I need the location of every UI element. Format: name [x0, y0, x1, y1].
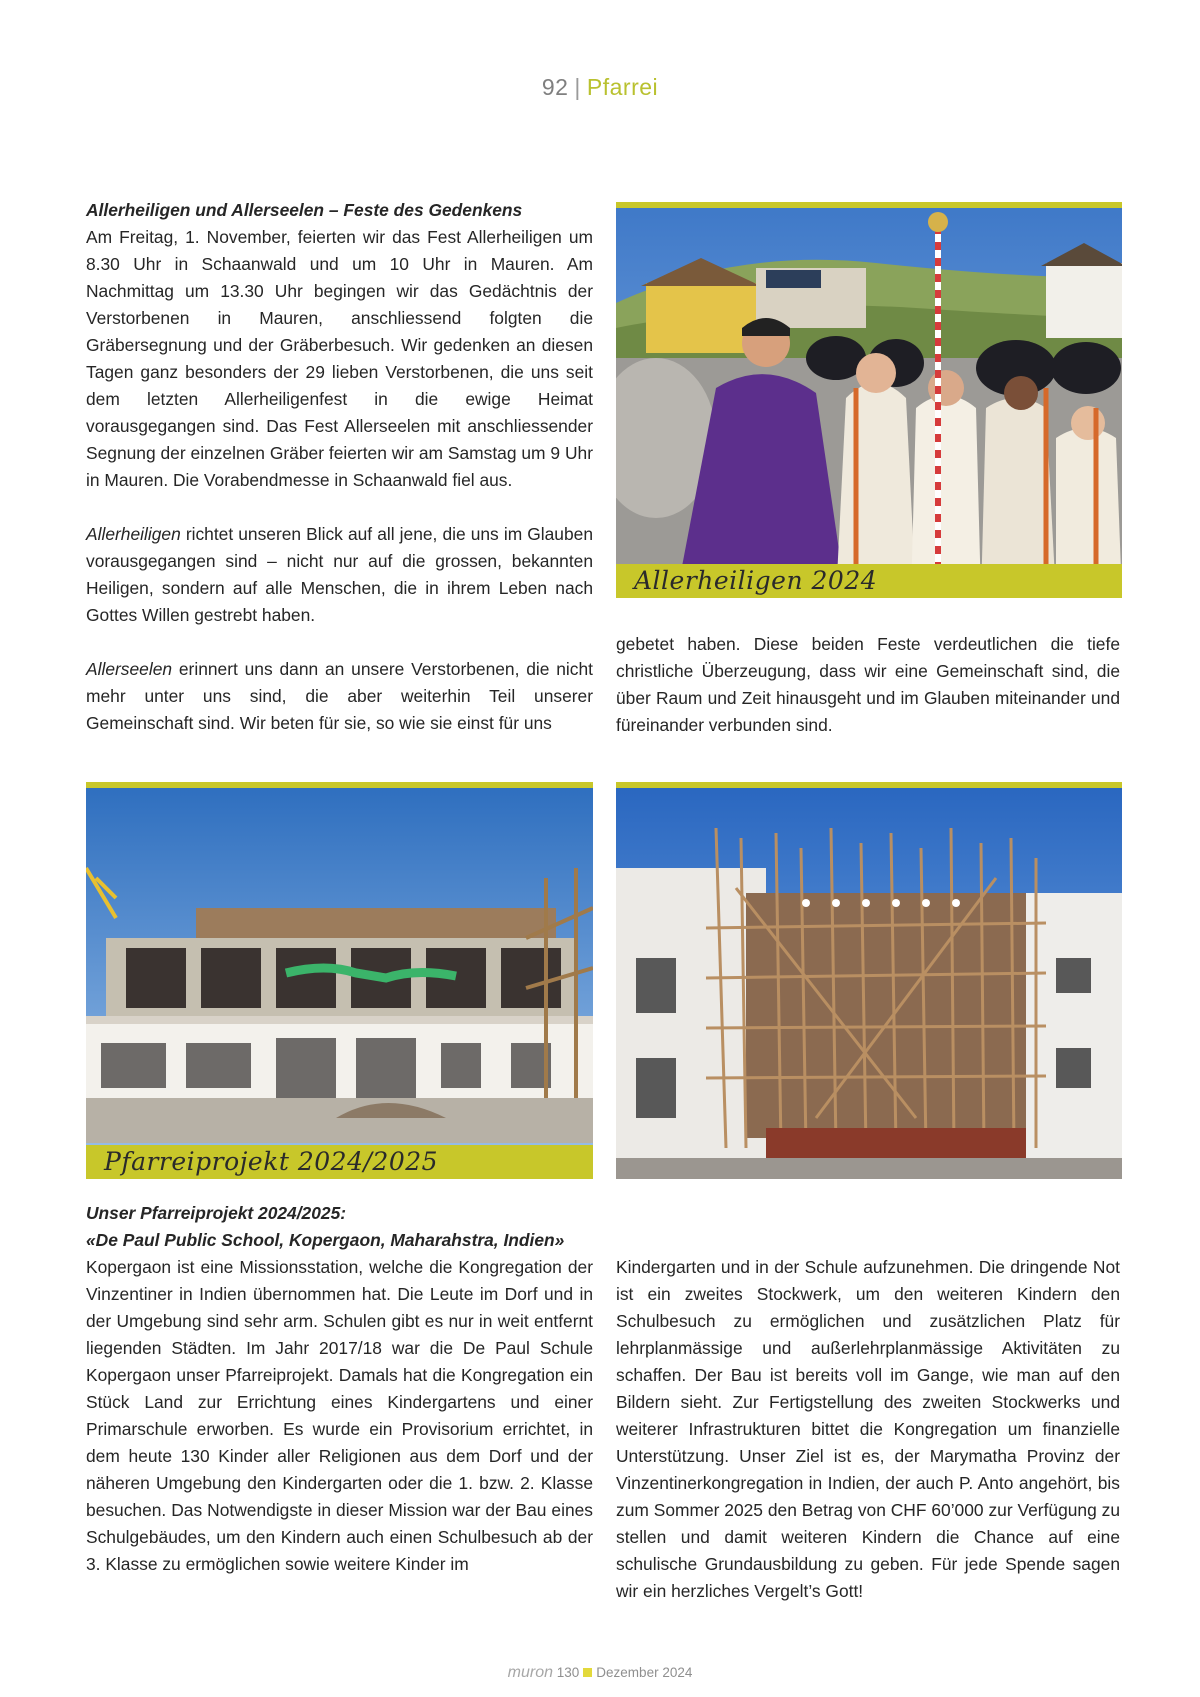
section-title: Pfarrei [586, 74, 659, 100]
article2-paragraph-left: Kopergaon ist eine Missionsstation, welche die Kongregation der Vinzentiner in Indien übernommen hat. Die Leute im Dorf und in der Umgebung sind sehr arm. Schulen gibt es nur in weit entfernt liegenden Städten. Im Jahr 2017/18 war die De Paul Schule Kopergaon unser Pfarreiprojekt. Damals hat die Kongregation ein Stück Land zur Errichtung eines Kindergartens und einer Primarschule erworben. Es wurde ein Provisorium errichtet, in dem heute 130 Kinder aller Religionen aus dem Dorf und der näheren Umgebung den Kindergarten oder die 1. bzw. 2. Klasse besuchen. Das Notwendigste in dieser Mission war der Bau eines Schulgebäudes, um den Kindern auch einen Schulbesuch ab der 3. Klasse zu ermöglichen sowie weitere Kinder im [86, 1257, 593, 1574]
header-separator: | [574, 74, 581, 100]
article1-paragraph-2: Allerheiligen richtet unseren Blick auf all jene, die uns im Glauben vorausgegangen sind – nicht nur auf die grossen, bekannten Heiligen, sondern auf alle Menschen, die in ihrem Leben nach Gottes Willen gestrebt haben. [86, 524, 593, 625]
photo-allerheiligen [616, 202, 1122, 598]
article2-title-line1: Unser Pfarreiprojekt 2024/2025: [86, 1203, 347, 1223]
article1-right-column [616, 631, 1120, 739]
scaffolding-illustration [616, 788, 1122, 1179]
issue-number: 130 [556, 1665, 580, 1680]
article2-title-line2: «De Paul Public School, Kopergaon, Maharahstra, Indien» [86, 1230, 565, 1250]
footer-square-icon [583, 1668, 592, 1677]
allerheiligen-lead: Allerheiligen [86, 524, 181, 544]
article1-paragraph-3-continued: gebetet haben. Diese beiden Feste verdeutlichen die tiefe christliche Überzeugung, dass wir eine Gemeinschaft sind, die über Raum und Zeit hinausgeht und im Glauben miteinander und füreinander verbunden sind. [616, 634, 1120, 735]
allerseelen-lead: Allerseelen [86, 659, 173, 679]
caption-pfarreiprojekt: Pfarreiprojekt 2024/2025 [104, 1147, 439, 1176]
photo-school-building [86, 782, 593, 1179]
page-footer [0, 1664, 1200, 1682]
article2-left-column [86, 1200, 593, 1578]
article1-paragraph-1: Am Freitag, 1. November, feierten wir das Fest Allerheiligen um 8.30 Uhr in Schaanwald und um 10 Uhr in Mauren. Am Nachmittag um 13.30 Uhr begingen wir das Gedächtnis der Verstorbenen in Mauren, anschliessend folgten die Gräbersegnung und der Gräberbesuch. Wir gedenken an diesen Tagen ganz besonders der 29 lieben Verstorbenen, die uns seit dem letzten Allerheiligenfest in die ewige Heimat vorausgegangen sind. Das Fest Allerseelen mit anschliessender Segnung der einzelnen Gräber feierten wir am Samstag um 9 Uhr in Mauren. Die Vorabendmesse in Schaanwald fiel aus. [86, 227, 593, 490]
page-header [0, 74, 1200, 101]
magazine-brand: muron [507, 1664, 553, 1681]
school-building-illustration [86, 788, 593, 1179]
article1-paragraph-3: Allerseelen erinnert uns dann an unsere Verstorbenen, die nicht mehr unter uns sind, die aber weiterhin Teil unserer Gemeinschaft sind. Wir beten für sie, so wie sie einst für uns [86, 659, 593, 733]
caption-allerheiligen: Allerheiligen 2024 [634, 566, 878, 595]
article1-left-column [86, 197, 593, 737]
page-number: 92 [541, 74, 569, 100]
article2-right-column [616, 1254, 1120, 1605]
issue-date: Dezember 2024 [596, 1665, 693, 1680]
procession-illustration [616, 208, 1122, 598]
article1-title: Allerheiligen und Allerseelen – Feste des Gedenkens [86, 200, 523, 220]
photo-scaffolding [616, 782, 1122, 1179]
article2-paragraph-right: Kindergarten und in der Schule aufzunehmen. Die dringende Not ist ein zweites Stockwerk, um den weiteren Kindern den Schulbesuch zu ermöglichen und zusätzlichen Platz für lehrplanmässige und außerlehrplanmässige Aktivitäten zu schaffen. Der Bau ist bereits voll im Gange, wie man auf den Bildern sieht. Zur Fertigstellung des zweiten Stockwerks und weiterer Infrastrukturen bittet die Kongregation um finanzielle Unterstützung. Unser Ziel ist es, der Marymatha Provinz der Vinzentinerkongregation in Indien, der auch P. Anto angehört, bis zum Sommer 2025 den Betrag von CHF 60’000 zur Verfügung zu stellen und damit weiteren Kindern die Chance auf eine schulische Grundausbildung zu geben. Für jede Spende sagen wir ein herzliches Vergelt’s Gott! [616, 1257, 1120, 1601]
